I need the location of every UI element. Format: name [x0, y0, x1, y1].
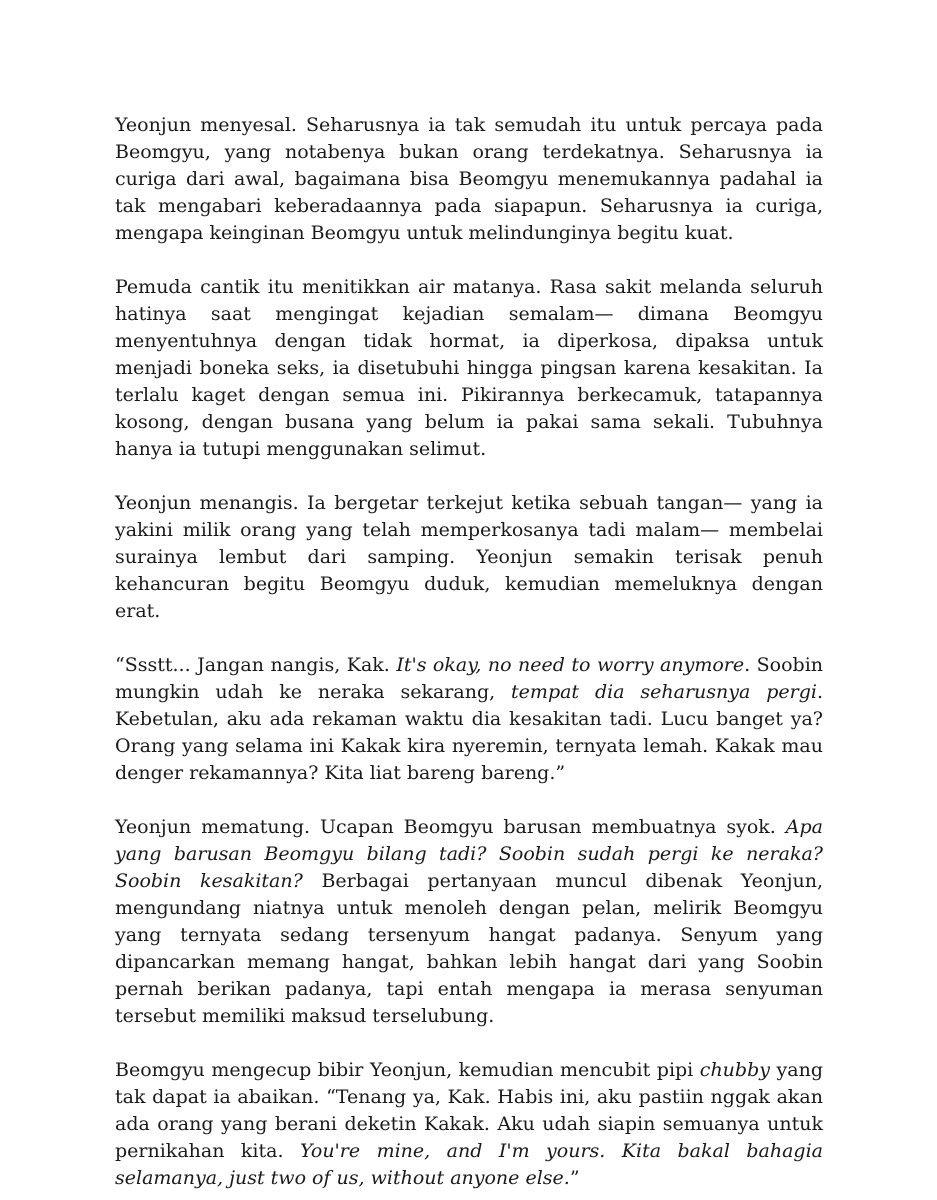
italic-phrase: You're mine, and I'm yours. Kita bakal bahagia selamanya, just two of us, without anyone else. — [115, 1140, 823, 1189]
dialogue-text: . Soobin mungkin udah ke neraka sekarang, — [115, 654, 824, 703]
paragraph-text: Beomgyu mengecup bibir Yeonjun, kemudian mencubit pipi — [115, 1059, 700, 1081]
paragraph-text: Berbagai pertanyaan muncul dibenak Yeonjun, mengundang niatnya untuk menoleh dengan pelan, melirik Beomgyu yang ternyata sedang tersenyum hangat padanya. Senyum yang dipancarkan memang hangat, bahkan lebih hangat dari yang Soobin pernah berikan padanya, tapi entah mengapa ia merasa senyuman tersebut memiliki maksud terselubung. — [115, 870, 823, 1027]
paragraph-1 — [115, 112, 823, 247]
paragraph-text: Yeonjun menangis. Ia bergetar terkejut ketika sebuah tangan— yang ia yakini milik orang yang telah memperkosanya tadi malam— membelai surainya lembut dari samping. Yeonjun semakin terisak penuh kehancuran begitu Beomgyu duduk, kemudian memeluknya dengan erat. — [115, 492, 823, 622]
paragraph-text: ” — [569, 1167, 580, 1189]
dialogue-text: “Ssstt... Jangan nangis, Kak. — [115, 654, 397, 676]
paragraph-text: Yeonjun mematung. Ucapan Beomgyu barusan membuatnya syok. — [115, 816, 786, 838]
paragraph-text: Pemuda cantik itu menitikkan air matanya. Rasa sakit melanda seluruh hatinya saat mengingat kejadian semalam— dimana Beomgyu menyentuhnya dengan tidak hormat, ia diperkosa, dipaksa untuk menjadi boneka seks, ia disetubuhi hingga pingsan karena kesakitan. Ia terlalu kaget dengan semua ini. Pikirannya berkecamuk, tatapannya kosong, dengan busana yang belum ia pakai sama sekali. Tubuhnya hanya ia tutupi menggunakan selimut. — [115, 276, 823, 460]
paragraph-6 — [115, 1057, 823, 1192]
document-page — [115, 112, 823, 1192]
italic-phrase: It's okay, no need to worry anymore — [396, 654, 745, 676]
italic-thought: Apa yang barusan Beomgyu bilang tadi? Soobin sudah pergi ke neraka? Soobin kesakitan? — [115, 816, 823, 892]
italic-phrase: tempat dia seharusnya pergi — [511, 681, 817, 703]
paragraph-5 — [115, 814, 823, 1030]
dialogue-text: . Kebetulan, aku ada rekaman waktu dia kesakitan tadi. Lucu banget ya? Orang yang selama ini Kakak kira nyeremin, ternyata lemah. Kakak mau denger rekamannya? Kita liat bareng bareng.” — [115, 681, 823, 784]
paragraph-3 — [115, 490, 823, 625]
italic-word: chubby — [699, 1059, 770, 1081]
paragraph-2 — [115, 274, 823, 463]
paragraph-text: yang tak dapat ia abaikan. “Tenang ya, Kak. Habis ini, aku pastiin nggak akan ada orang yang berani deketin Kakak. Aku udah siapin semuanya untuk pernikahan kita. — [115, 1059, 823, 1162]
paragraph-text: Yeonjun menyesal. Seharusnya ia tak semudah itu untuk percaya pada Beomgyu, yang notabenya bukan orang terdekatnya. Seharusnya ia curiga dari awal, bagaimana bisa Beomgyu menemukannya padahal ia tak mengabari keberadaannya pada siapapun. Seharusnya ia curiga, mengapa keinginan Beomgyu untuk melindunginya begitu kuat. — [115, 114, 823, 244]
paragraph-4 — [115, 652, 823, 787]
